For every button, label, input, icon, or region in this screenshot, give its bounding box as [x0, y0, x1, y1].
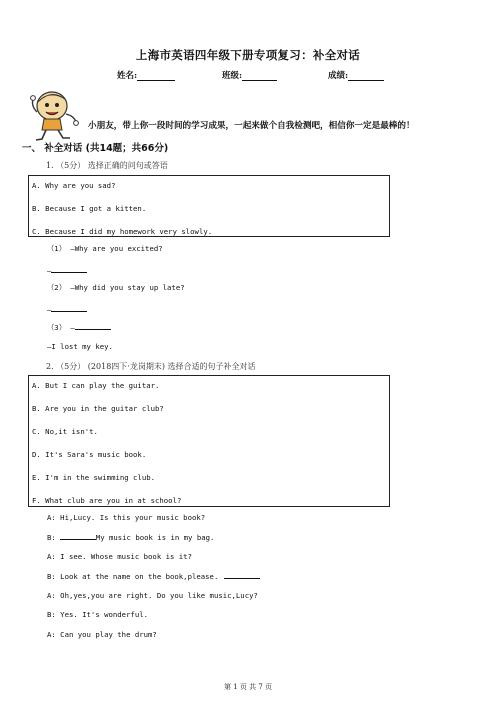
- q2-blank-1[interactable]: [60, 532, 96, 540]
- q1-item-3[interactable]: [47, 322, 111, 333]
- q2-option-c: C. No,it isn't.: [32, 427, 98, 436]
- q1-item-1: （1） —Why are you excited?: [47, 244, 163, 253]
- page-title: 上海市英语四年级下册专项复习：补全对话: [135, 48, 361, 62]
- score-label: 成绩:: [328, 71, 349, 81]
- class-field[interactable]: [222, 69, 277, 81]
- q2-blank-2[interactable]: [224, 571, 260, 579]
- score-blank[interactable]: [348, 71, 384, 81]
- page-footer: 第 1 页 共 7 页: [223, 683, 273, 691]
- q2-dialogue-line-7: A: Can you play the drum?: [47, 630, 157, 639]
- q1-item-3-answer: —I lost my key.: [47, 342, 113, 351]
- q2-dialogue-line-2[interactable]: [47, 532, 214, 542]
- q1-answer-1-dash: —: [47, 266, 52, 275]
- q1-answer-2[interactable]: [47, 304, 87, 314]
- q1-option-a: A. Why are you sad?: [32, 181, 116, 190]
- q1-answer-2-dash: —: [47, 305, 52, 314]
- question-1-header: 1. （5分） 选择正确的问句或答语: [46, 161, 168, 170]
- question-2-header: 2. （5分） (2018四下·龙岗期末) 选择合适的句子补全对话: [46, 362, 256, 371]
- q2-option-b: B. Are you in the guitar club?: [32, 404, 164, 413]
- q2-speaker-b: B:: [47, 533, 56, 542]
- q1-answer-1-blank[interactable]: [51, 265, 87, 273]
- q2-dialogue-line-3: A: I see. Whose music book is it?: [47, 552, 192, 561]
- q1-item-3-blank[interactable]: [75, 322, 111, 330]
- q2-dialogue-line-4[interactable]: [47, 571, 260, 581]
- question-1-options-box: [28, 175, 390, 237]
- name-field[interactable]: [117, 69, 175, 81]
- q1-option-c: C. Because I did my homework very slowly.: [32, 227, 213, 236]
- encouragement-text: 小朋友，带上你一段时间的学习成果，一起来做个自我检测吧，相信你一定是最棒的！: [88, 121, 415, 131]
- score-field[interactable]: [328, 69, 384, 81]
- q2-dialogue-line-5: A: Oh,yes,you are right. Do you like music,Lucy?: [47, 591, 258, 600]
- q1-option-b: B. Because I got a kitten.: [32, 204, 147, 213]
- class-blank[interactable]: [242, 71, 277, 81]
- question-2-options-box: [28, 375, 390, 507]
- q2-dialogue-line-6: B: Yes. It's wonderful.: [47, 610, 149, 619]
- q2-option-f: F. What club are you in at school?: [32, 496, 182, 505]
- q2-option-a: A. But I can play the guitar.: [32, 381, 160, 390]
- q2-dialogue-line-4-text: B: Look at the name on the book,please.: [47, 572, 219, 581]
- cartoon-mascot-icon: [24, 84, 80, 144]
- q2-dialogue-line-2-text: My music book is in my bag.: [95, 533, 215, 542]
- name-label: 姓名:: [117, 71, 138, 81]
- q2-dialogue-line-1: A: Hi,Lucy. Is this your music book?: [47, 513, 206, 522]
- q1-item-2: （2） —Why did you stay up late?: [47, 283, 185, 292]
- q1-answer-1[interactable]: [47, 265, 87, 275]
- q2-option-d: D. It's Sara's music book.: [32, 450, 147, 459]
- name-blank[interactable]: [137, 71, 175, 81]
- class-label: 班级:: [222, 71, 243, 81]
- q2-option-e: E. I'm in the swimming club.: [32, 473, 156, 482]
- section-heading: 一、 补全对话 (共14题；共66分): [22, 143, 169, 154]
- q1-item-3-text: （3） —: [47, 323, 75, 332]
- student-info-row: [0, 69, 496, 83]
- q1-answer-2-blank[interactable]: [51, 304, 87, 312]
